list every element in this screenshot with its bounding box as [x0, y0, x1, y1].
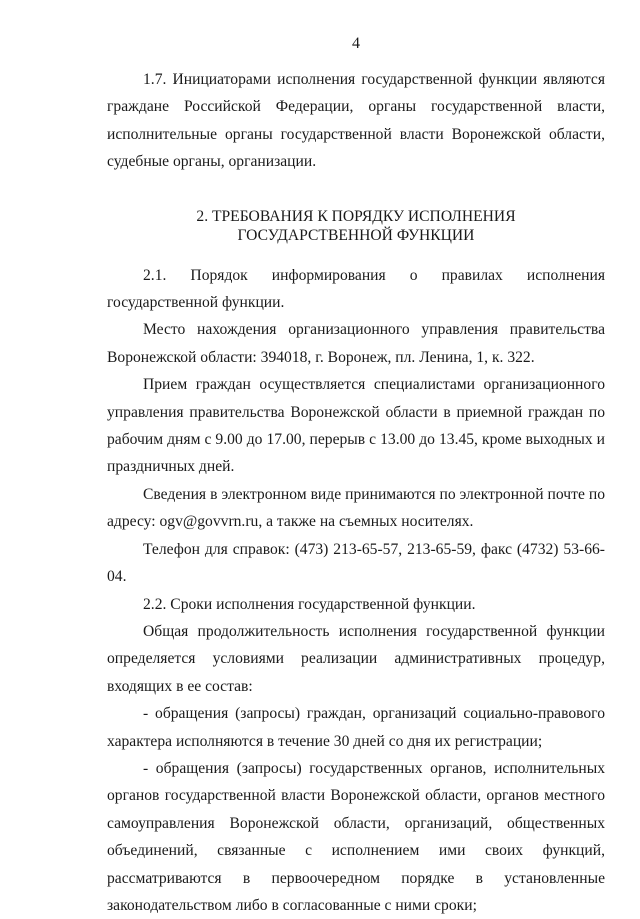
- list-item-citizens: - обращения (запросы) граждан, организаций социально-правового характера исполняются в течение 30 дней со дня их регистрации;: [107, 705, 605, 750]
- paragraph-reception: Прием граждан осуществляется специалистами организационного управления правительства Воронежской области в приемной граждан по рабочим дням с 9.00 до 17.00, перерыв с 13.00 до 13.45, кроме выходных и праздничных дней.: [107, 376, 605, 476]
- list-item-authorities: - обращения (запросы) государственных органов, исполнительных органов государственной власти Воронежской области, органов местного самоуправления Воронежской области, организаций, общественных объединений, связанные с исполнением ими своих функций, рассматриваются в первоочередном порядке в установленные законодательством либо в согласованные с ними сроки;: [107, 759, 605, 914]
- document-body: [107, 66, 605, 919]
- paragraph-electronic: Сведения в электронном виде принимаются по электронной почте по адресу: ogv@govvrn.ru, а также на съемных носителях.: [107, 485, 605, 531]
- paragraph-phone: Телефон для справок: (473) 213-65-57, 213-65-59, факс (4732) 53-66-04.: [107, 540, 605, 586]
- section-heading-line-2: ГОСУДАРСТВЕННОЙ ФУНКЦИИ: [237, 226, 475, 244]
- spacer: [107, 176, 605, 207]
- spacer: [107, 245, 605, 262]
- paragraph-2-2: 2.2. Сроки исполнения государственной функции.: [143, 595, 476, 613]
- paragraph-2-1: 2.1. Порядок информирования о правилах исполнения государственной функции.: [107, 266, 605, 312]
- paragraph-1-7: 1.7. Инициаторами исполнения государственной функции являются граждане Российской Федерации, органы государственной власти, исполнительные органы государственной власти Воронежской области, судебные органы, организации.: [107, 71, 605, 171]
- paragraph-location: Место нахождения организационного управления правительства Воронежской области: 394018, г. Воронеж, пл. Ленина, 1, к. 322.: [107, 321, 605, 366]
- paragraph-duration: Общая продолжительность исполнения государственной функции определяется условиями реализации административных процедур, входящих в ее состав:: [107, 622, 605, 695]
- section-heading-line-1: 2. ТРЕБОВАНИЯ К ПОРЯДКУ ИСПОЛНЕНИЯ: [196, 207, 516, 225]
- page-number: 4: [352, 35, 360, 52]
